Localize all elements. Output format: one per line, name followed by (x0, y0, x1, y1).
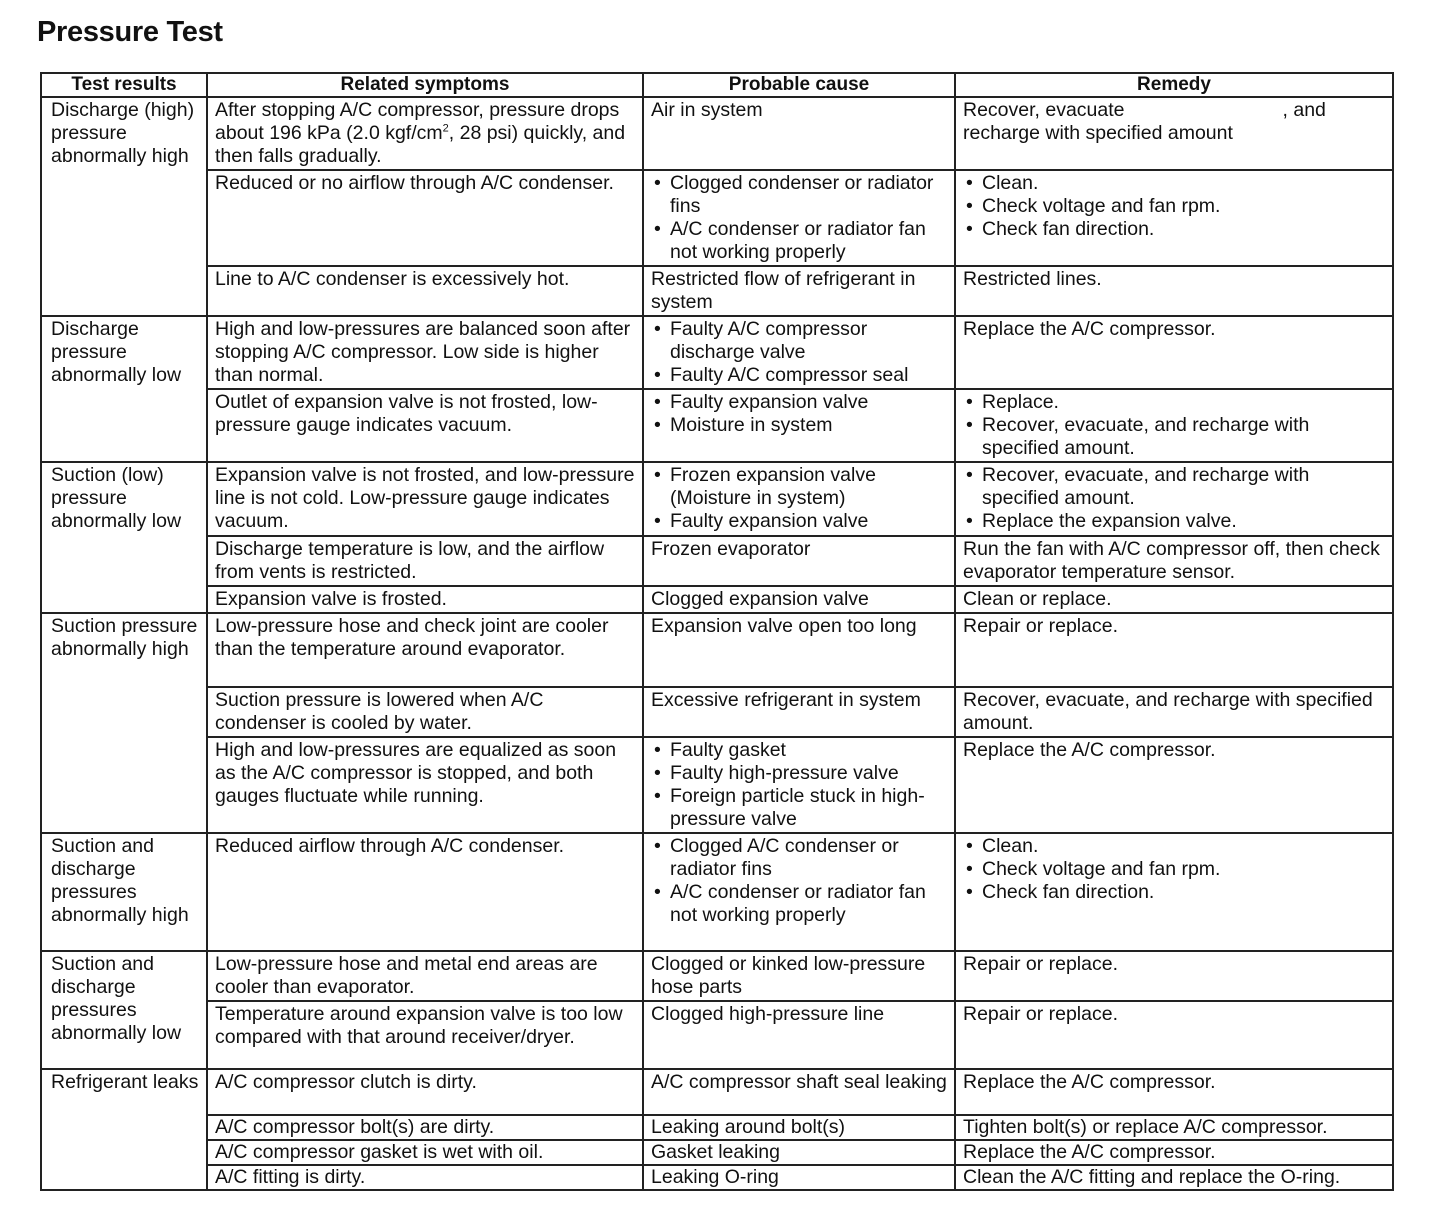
symptom-cell: A/C fitting is dirty. (207, 1165, 643, 1190)
symptom-cell: A/C compressor gasket is wet with oil. (207, 1140, 643, 1165)
page-title: Pressure Test (37, 16, 223, 48)
list-item: • Recover, evacuate, and recharge with specified amount. (963, 464, 1386, 510)
list-item: • Replace the expansion valve. (963, 510, 1386, 533)
list-item: • Moisture in system (651, 414, 948, 437)
symptom-cell: Line to A/C condenser is excessively hot. (207, 266, 643, 316)
cause-list (651, 464, 948, 533)
table-header-row (41, 73, 1393, 97)
list-item: • Faulty expansion valve (651, 391, 948, 414)
list-item: • Recover, evacuate, and recharge with specified amount. (963, 414, 1386, 460)
symptom-cell: High and low-pressures are balanced soon after stopping A/C compressor. Low side is higher than normal. (207, 316, 643, 389)
table-row (41, 266, 1393, 316)
cause-cell (643, 462, 955, 536)
symptom-cell: Reduced airflow through A/C condenser. (207, 833, 643, 951)
list-item: • Clogged condenser or radiator fins (651, 172, 948, 218)
cause-cell (643, 316, 955, 389)
remedy-cell: Repair or replace. (955, 951, 1393, 1001)
cause-cell: Clogged high-pressure line (643, 1001, 955, 1069)
cause-list (651, 739, 948, 831)
test-result-cell: Suction and discharge pressures abnormally low (41, 951, 207, 1069)
cause-cell: Gasket leaking (643, 1140, 955, 1165)
remedy-cell: Run the fan with A/C compressor off, then check evaporator temperature sensor. (955, 536, 1393, 586)
cause-cell: Excessive refrigerant in system (643, 687, 955, 737)
remedy-cell: Replace the A/C compressor. (955, 737, 1393, 833)
remedy-cell: Clean or replace. (955, 586, 1393, 613)
header-probable-cause: Probable cause (643, 73, 955, 97)
table-row (41, 1001, 1393, 1069)
list-item: • Clean. (963, 172, 1386, 195)
cause-list (651, 172, 948, 264)
list-item: • A/C condenser or radiator fan not working properly (651, 881, 948, 927)
superscript-text: 2 (442, 122, 449, 135)
remedy-list (963, 391, 1386, 460)
remedy-cell: Recover, evacuate, and recharge with specified amount. (955, 687, 1393, 737)
remedy-cell: Replace the A/C compressor. (955, 1069, 1393, 1115)
table-row (41, 97, 1393, 170)
remedy-list (963, 835, 1386, 904)
list-item: • Faulty A/C compressor seal (651, 364, 948, 387)
symptom-cell: A/C compressor clutch is dirty. (207, 1069, 643, 1115)
list-item: • Clogged A/C condenser or radiator fins (651, 835, 948, 881)
symptom-cell: Expansion valve is not frosted, and low-pressure line is not cold. Low-pressure gauge indicates vacuum. (207, 462, 643, 536)
remedy-text: , and recharge with specified amount (963, 99, 1326, 144)
table-row (41, 613, 1393, 687)
remedy-cell: Replace the A/C compressor. (955, 1140, 1393, 1165)
symptom-cell (207, 97, 643, 170)
cause-cell: Clogged or kinked low-pressure hose parts (643, 951, 955, 1001)
cause-list (651, 835, 948, 927)
list-item: • A/C condenser or radiator fan not working properly (651, 218, 948, 264)
symptom-cell: Outlet of expansion valve is not frosted, low-pressure gauge indicates vacuum. (207, 389, 643, 462)
cause-list (651, 318, 948, 387)
symptom-cell: A/C compressor bolt(s) are dirty. (207, 1115, 643, 1140)
symptom-text: After stopping A/C compressor, pressure drops about 196 kPa (2.0 kgf/cm (215, 99, 620, 144)
table-row (41, 586, 1393, 613)
table-row (41, 1140, 1393, 1165)
list-item: • Clean. (963, 835, 1386, 858)
cause-cell (643, 833, 955, 951)
test-result-cell: Suction and discharge pressures abnormally high (41, 833, 207, 951)
table-row (41, 536, 1393, 586)
cause-cell (643, 389, 955, 462)
symptom-cell: Expansion valve is frosted. (207, 586, 643, 613)
table-row (41, 687, 1393, 737)
list-item: • Replace. (963, 391, 1386, 414)
list-item: • Faulty expansion valve (651, 510, 948, 533)
test-result-cell: Suction (low) pressure abnormally low (41, 462, 207, 613)
cause-cell: Frozen evaporator (643, 536, 955, 586)
remedy-text: Recover, evacuate (963, 99, 1125, 121)
remedy-cell (955, 833, 1393, 951)
symptom-cell: Low-pressure hose and check joint are cooler than the temperature around evaporator. (207, 613, 643, 687)
table-row (41, 1165, 1393, 1190)
cause-cell: Leaking O-ring (643, 1165, 955, 1190)
cause-cell: A/C compressor shaft seal leaking (643, 1069, 955, 1115)
table-row (41, 462, 1393, 536)
pressure-test-table-wrapper (40, 72, 1392, 1191)
remedy-cell: Tighten bolt(s) or replace A/C compressor. (955, 1115, 1393, 1140)
remedy-list (963, 464, 1386, 533)
header-test-results: Test results (41, 73, 207, 97)
list-item: • Faulty gasket (651, 739, 948, 762)
cause-cell: Air in system (643, 97, 955, 170)
test-result-cell: Discharge pressure abnormally low (41, 316, 207, 462)
list-item: • Faulty A/C compressor discharge valve (651, 318, 948, 364)
list-item: • Check voltage and fan rpm. (963, 195, 1386, 218)
remedy-cell: Clean the A/C fitting and replace the O-ring. (955, 1165, 1393, 1190)
symptom-cell: Temperature around expansion valve is too low compared with that around receiver/dryer. (207, 1001, 643, 1069)
table-row (41, 170, 1393, 266)
cause-cell: Expansion valve open too long (643, 613, 955, 687)
remedy-cell: Restricted lines. (955, 266, 1393, 316)
table-row (41, 833, 1393, 951)
table-row (41, 1069, 1393, 1115)
cause-cell: Restricted flow of refrigerant in system (643, 266, 955, 316)
header-related-symptoms: Related symptoms (207, 73, 643, 97)
list-item: • Frozen expansion valve (Moisture in system) (651, 464, 948, 510)
remedy-cell (955, 389, 1393, 462)
remedy-cell (955, 97, 1393, 170)
table-row (41, 316, 1393, 389)
symptom-cell: High and low-pressures are equalized as soon as the A/C compressor is stopped, and both gauges fluctuate while running. (207, 737, 643, 833)
symptom-text: , 28 psi) quickly, and then falls gradually. (215, 122, 626, 167)
remedy-cell: Repair or replace. (955, 1001, 1393, 1069)
list-item: • Foreign particle stuck in high-pressure valve (651, 785, 948, 831)
test-result-cell: Discharge (high) pressure abnormally high (41, 97, 207, 316)
remedy-cell: Replace the A/C compressor. (955, 316, 1393, 389)
symptom-cell: Suction pressure is lowered when A/C condenser is cooled by water. (207, 687, 643, 737)
header-remedy: Remedy (955, 73, 1393, 97)
cause-cell: Leaking around bolt(s) (643, 1115, 955, 1140)
list-item: • Check fan direction. (963, 881, 1386, 904)
pressure-test-table (40, 72, 1394, 1191)
symptom-cell: Low-pressure hose and metal end areas are cooler than evaporator. (207, 951, 643, 1001)
symptom-cell: Reduced or no airflow through A/C condenser. (207, 170, 643, 266)
list-item: • Check fan direction. (963, 218, 1386, 241)
remedy-cell: Repair or replace. (955, 613, 1393, 687)
remedy-list (963, 172, 1386, 241)
test-result-cell: Refrigerant leaks (41, 1069, 207, 1190)
cause-cell: Clogged expansion valve (643, 586, 955, 613)
table-row (41, 1115, 1393, 1140)
cause-list (651, 391, 948, 437)
table-row (41, 389, 1393, 462)
symptom-cell: Discharge temperature is low, and the airflow from vents is restricted. (207, 536, 643, 586)
table-row (41, 951, 1393, 1001)
list-item: • Faulty high-pressure valve (651, 762, 948, 785)
table-row (41, 737, 1393, 833)
remedy-cell (955, 462, 1393, 536)
list-item: • Check voltage and fan rpm. (963, 858, 1386, 881)
cause-cell (643, 170, 955, 266)
cause-cell (643, 737, 955, 833)
remedy-cell (955, 170, 1393, 266)
test-result-cell: Suction pressure abnormally high (41, 613, 207, 833)
